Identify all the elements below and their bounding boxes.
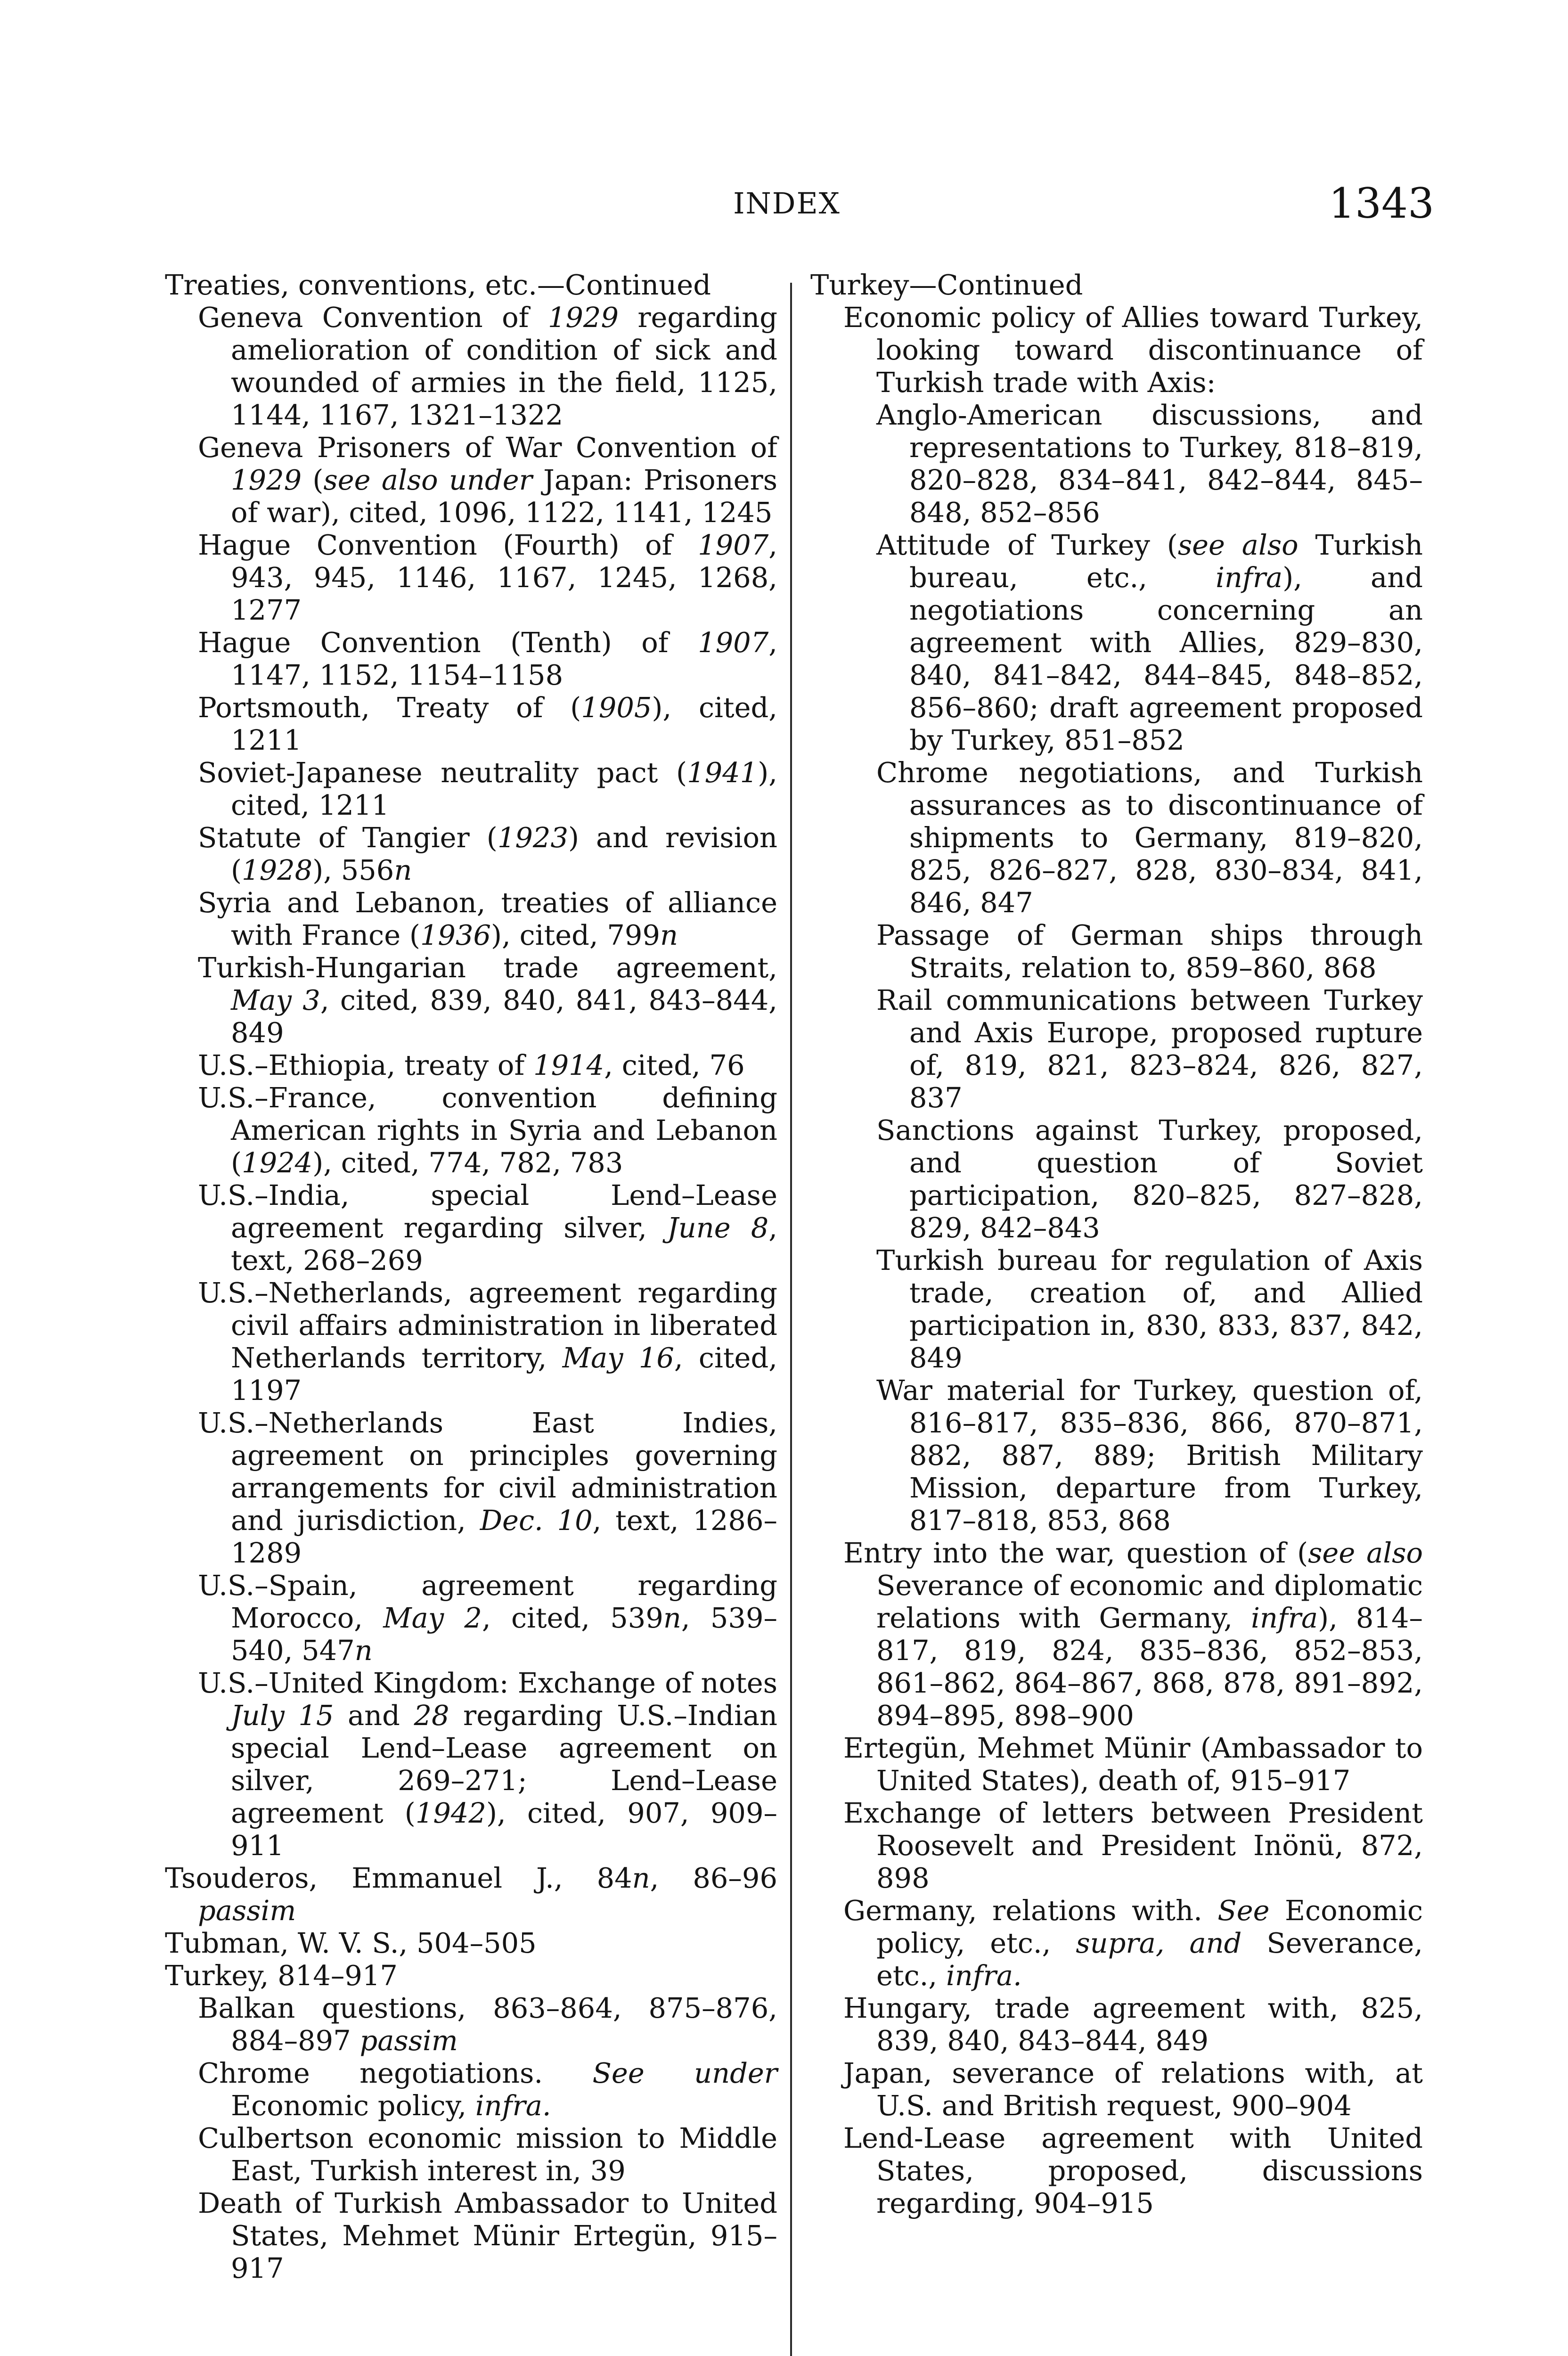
index-entry <box>810 1537 1423 1732</box>
entry-text-segment: Geneva Convention of <box>198 301 548 334</box>
entry-text-segment: May 2 <box>383 1602 482 1634</box>
entry-text-segment: Sanctions against Turkey, proposed, and question of Soviet participation, 820–825, 827–828, 829, 842–843 <box>876 1114 1423 1244</box>
index-entry <box>165 2057 777 2122</box>
entry-text-segment: Tubman, W. V. S., 504–505 <box>165 1927 537 1959</box>
entry-text-segment: 1929 <box>231 464 302 496</box>
entry-text-segment: Severance of economic and diplomatic relations with Germany, <box>876 1569 1423 1634</box>
entry-text-segment: Chrome negotiations. <box>198 2057 593 2089</box>
entry-text-segment: n <box>632 1862 650 1894</box>
entry-text-segment: Turkey, 814–917 <box>165 1959 398 1992</box>
index-entry <box>810 529 1423 756</box>
entry-text-segment: n <box>394 854 412 886</box>
entry-text-segment: 1905 <box>581 691 652 724</box>
entry-text-segment: ), 556 <box>312 854 394 886</box>
index-entry <box>165 1407 777 1569</box>
index-entry <box>810 1244 1423 1374</box>
entry-text-segment: infra <box>1251 1602 1318 1634</box>
entry-text-segment: passim <box>359 2024 458 2057</box>
index-entry <box>165 756 777 821</box>
index-entry <box>810 919 1423 984</box>
entry-text-segment: Geneva Prisoners of War Convention of <box>198 431 777 464</box>
entry-text-segment: supra, and <box>1076 1927 1242 1959</box>
entry-text-segment: 1914 <box>533 1049 604 1081</box>
index-entry <box>810 1894 1423 1992</box>
entry-text-segment: Balkan questions, 863–864, 875–876, 884–897 <box>198 1992 777 2057</box>
entry-text-segment: July 15 <box>231 1699 334 1732</box>
entry-text-segment: Tsouderos, Emmanuel J., 84 <box>165 1862 632 1894</box>
entry-text-segment: See under <box>592 2057 777 2089</box>
index-entry <box>810 301 1423 399</box>
entry-text-segment: , 1147, 1152, 1154–1158 <box>231 626 777 691</box>
page-number: 1343 <box>1329 179 1434 228</box>
entry-text-segment: U.S.–Ethiopia, treaty of <box>198 1049 534 1081</box>
entry-text-segment: 1907 <box>698 529 769 561</box>
entry-text-segment: ) and revision ( <box>231 821 777 886</box>
entry-text-segment: 1907 <box>698 626 769 659</box>
index-entry <box>165 2187 777 2284</box>
index-entry <box>165 626 777 691</box>
entry-text-segment: Soviet-Japanese neutrality pact ( <box>198 756 687 789</box>
entry-text-segment: Germany, relations with. <box>843 1894 1218 1927</box>
entry-text-segment: Hague Convention (Tenth) of <box>198 626 698 659</box>
entry-text-segment: Dec. 10 <box>480 1504 593 1537</box>
entry-text-segment: ), cited, 1211 <box>231 756 777 821</box>
entry-text-segment: passim <box>198 1894 296 1927</box>
entry-text-segment: and <box>334 1699 414 1732</box>
index-entry <box>165 529 777 626</box>
index-entry <box>165 1081 777 1179</box>
entry-text-segment: Death of Turkish Ambassador to United States, Mehmet Münir Ertegün, 915–917 <box>198 2187 777 2284</box>
entry-text-segment: Hungary, trade agreement with, 825, 839, 840, 843–844, 849 <box>843 1992 1423 2057</box>
index-entry <box>165 1276 777 1407</box>
entry-text-segment: Economic policy, etc., <box>876 1894 1423 1959</box>
entry-text-segment: , 86–96 <box>650 1862 777 1894</box>
entry-text-segment: 1936 <box>420 919 491 951</box>
entry-text-segment: regarding U.S.–Indian special Lend–Lease agreement on silver, 269–271; Lend–Lease agreement ( <box>231 1699 777 1829</box>
entry-text-segment: see also <box>1308 1537 1423 1569</box>
entry-text-segment: , cited, 839, 840, 841, 843–844, 849 <box>231 984 777 1049</box>
index-entry <box>165 886 777 951</box>
entry-text-segment: n <box>354 1634 373 1667</box>
entry-text-segment: 1924 <box>242 1146 313 1179</box>
entry-text-segment: U.S.–United Kingdom: Exchange of notes <box>198 1667 777 1699</box>
entry-text-segment: , text, 1286–1289 <box>231 1504 777 1569</box>
entry-text-segment: War material for Turkey, question of, 816–817, 835–836, 866, 870–871, 882, 887, 889; British Military Mission, departure from Turkey, 817–818, 853, 868 <box>876 1374 1423 1537</box>
entry-text-segment: U.S.–Netherlands, agreement regarding civil affairs administration in liberated Netherlands territory, <box>198 1276 777 1374</box>
index-entry <box>810 1732 1423 1797</box>
index-entry <box>165 691 777 756</box>
entry-text-segment: infra. <box>946 1959 1022 1992</box>
index-entry <box>810 269 1423 301</box>
index-entry <box>810 2057 1423 2122</box>
index-entry <box>165 821 777 886</box>
entry-text-segment: Japan, severance of relations with, at U.S. and British request, 900–904 <box>843 2057 1423 2122</box>
index-entry <box>165 269 777 301</box>
entry-text-segment: Exchange of letters between President Roosevelt and President Inönü, 872, 898 <box>843 1797 1423 1894</box>
index-column-left <box>165 269 777 2284</box>
entry-text-segment: ( <box>302 464 324 496</box>
index-entry <box>165 1569 777 1667</box>
index-entry <box>810 1114 1423 1244</box>
entry-text-segment: Turkey—Continued <box>810 269 1083 301</box>
index-entry <box>810 1992 1423 2057</box>
entry-text-segment: , cited, 76 <box>604 1049 745 1081</box>
index-entry <box>165 2122 777 2187</box>
entry-text-segment: May 16 <box>562 1342 674 1374</box>
index-entry <box>165 1667 777 1862</box>
index-entry <box>810 756 1423 919</box>
entry-text-segment: Syria and Lebanon, treaties of alliance with France ( <box>198 886 777 951</box>
entry-text-segment: , text, 268–269 <box>231 1211 778 1276</box>
index-entry <box>810 399 1423 529</box>
entry-text-segment: May 3 <box>231 984 320 1016</box>
entry-text-segment: Rail communications between Turkey and Axis Europe, proposed rupture of, 819, 821, 823–824, 826, 827, 837 <box>876 984 1423 1114</box>
entry-text-segment: U.S.–Netherlands East Indies, agreement on principles governing arrangements for civil administration and jurisdiction, <box>198 1407 777 1537</box>
entry-text-segment: , cited, 1197 <box>231 1342 777 1407</box>
entry-text-segment: Statute of Tangier ( <box>198 821 498 854</box>
index-entry <box>165 1049 777 1081</box>
entry-text-segment: Severance, etc., <box>876 1927 1423 1992</box>
index-entry <box>165 1992 777 2057</box>
entry-text-segment: Culbertson economic mission to Middle East, Turkish interest in, 39 <box>198 2122 777 2187</box>
entry-text-segment: 1923 <box>497 821 568 854</box>
entry-text-segment: Economic policy of Allies toward Turkey, looking toward discontinuance of Turkish trade with Axis: <box>843 301 1423 399</box>
entry-text-segment: regarding amelioration of condition of sick and wounded of armies in the field, 1125, 1144, 1167, 1321–1322 <box>231 301 777 431</box>
index-entry <box>165 431 777 529</box>
entry-text-segment: 1942 <box>415 1797 486 1829</box>
running-header-title: INDEX <box>733 186 841 221</box>
entry-text-segment: Attitude of Turkey ( <box>876 529 1178 561</box>
entry-text-segment: ), cited, 1211 <box>231 691 778 756</box>
entry-text-segment: Passage of German ships through Straits, relation to, 859–860, 868 <box>876 919 1423 984</box>
entry-text-segment: Ertegün, Mehmet Münir (Ambassador to United States), death of, 915–917 <box>843 1732 1423 1797</box>
entry-text-segment: U.S.–India, special Lend–Lease agreement regarding silver, <box>198 1179 777 1244</box>
entry-text-segment: see also under <box>323 464 532 496</box>
entry-text-segment: Entry into the war, question of ( <box>843 1537 1308 1569</box>
column-divider <box>790 283 792 2356</box>
index-entry <box>165 1179 777 1276</box>
entry-text-segment: Portsmouth, Treaty of ( <box>198 691 581 724</box>
index-entry <box>810 1374 1423 1537</box>
entry-text-segment: 1928 <box>242 854 313 886</box>
entry-text-segment: , 539–540, 547 <box>231 1602 777 1667</box>
entry-text-segment: See <box>1217 1894 1270 1927</box>
entry-text-segment: Turkish-Hungarian trade agreement, <box>198 951 777 984</box>
index-entry <box>165 1862 777 1927</box>
entry-text-segment: Turkish bureau, etc., <box>909 529 1423 594</box>
entry-text-segment: Treaties, conventions, etc.—Continued <box>165 269 711 301</box>
index-column-right <box>810 269 1423 2219</box>
index-entry <box>810 1797 1423 1894</box>
entry-text-segment: Economic policy, <box>231 2089 475 2122</box>
entry-text-segment: ), cited, 799 <box>491 919 661 951</box>
entry-text-segment: infra. <box>475 2089 551 2122</box>
entry-text-segment: Lend-Lease agreement with United States, proposed, discussions regarding, 904–915 <box>843 2122 1423 2219</box>
entry-text-segment: 1929 <box>547 301 619 334</box>
entry-text-segment: n <box>660 919 678 951</box>
entry-text-segment: 28 <box>414 1699 449 1732</box>
entry-text-segment: Hague Convention (Fourth) of <box>198 529 698 561</box>
index-entry <box>810 984 1423 1114</box>
entry-text-segment: U.S.–Spain, agreement regarding Morocco, <box>198 1569 777 1634</box>
entry-text-segment: ), 814–817, 819, 824, 835–836, 852–853, 861–862, 864–867, 868, 878, 891–892, 894–895, 898–900 <box>876 1602 1423 1732</box>
index-entry <box>165 301 777 431</box>
entry-text-segment: ), cited, 907, 909–911 <box>231 1797 777 1862</box>
entry-text-segment: , cited, 539 <box>482 1602 663 1634</box>
entry-text-segment: U.S.–France, convention defining American rights in Syria and Lebanon ( <box>198 1081 777 1179</box>
entry-text-segment: June 8 <box>667 1211 769 1244</box>
index-entry <box>165 951 777 1049</box>
entry-text-segment: see also <box>1177 529 1298 561</box>
entry-text-segment: ), and negotiations concerning an agreement with Allies, 829–830, 840, 841–842, 844–845, 848–852, 856–860; draft agreement proposed by Turkey, 851–852 <box>909 561 1423 756</box>
entry-text-segment: Japan: Prisoners of war), cited, 1096, 1122, 1141, 1245 <box>231 464 777 529</box>
entry-text-segment: Anglo-American discussions, and representations to Turkey, 818–819, 820–828, 834–841, 842–844, 845–848, 852–856 <box>876 399 1423 529</box>
entry-text-segment: 1941 <box>687 756 758 789</box>
index-entry <box>810 2122 1423 2219</box>
entry-text-segment: infra <box>1216 561 1283 594</box>
entry-text-segment: , 943, 945, 1146, 1167, 1245, 1268, 1277 <box>231 529 777 626</box>
index-entry <box>165 1959 777 1992</box>
index-entry <box>165 1927 777 1959</box>
entry-text-segment: Turkish bureau for regulation of Axis trade, creation of, and Allied participation in, 830, 833, 837, 842, 849 <box>876 1244 1423 1374</box>
entry-text-segment: n <box>663 1602 681 1634</box>
entry-text-segment: ), cited, 774, 782, 783 <box>312 1146 623 1179</box>
entry-text-segment: Chrome negotiations, and Turkish assurances as to discontinuance of shipments to Germany, 819–820, 825, 826–827, 828, 830–834, 841, 846, 847 <box>876 756 1423 919</box>
